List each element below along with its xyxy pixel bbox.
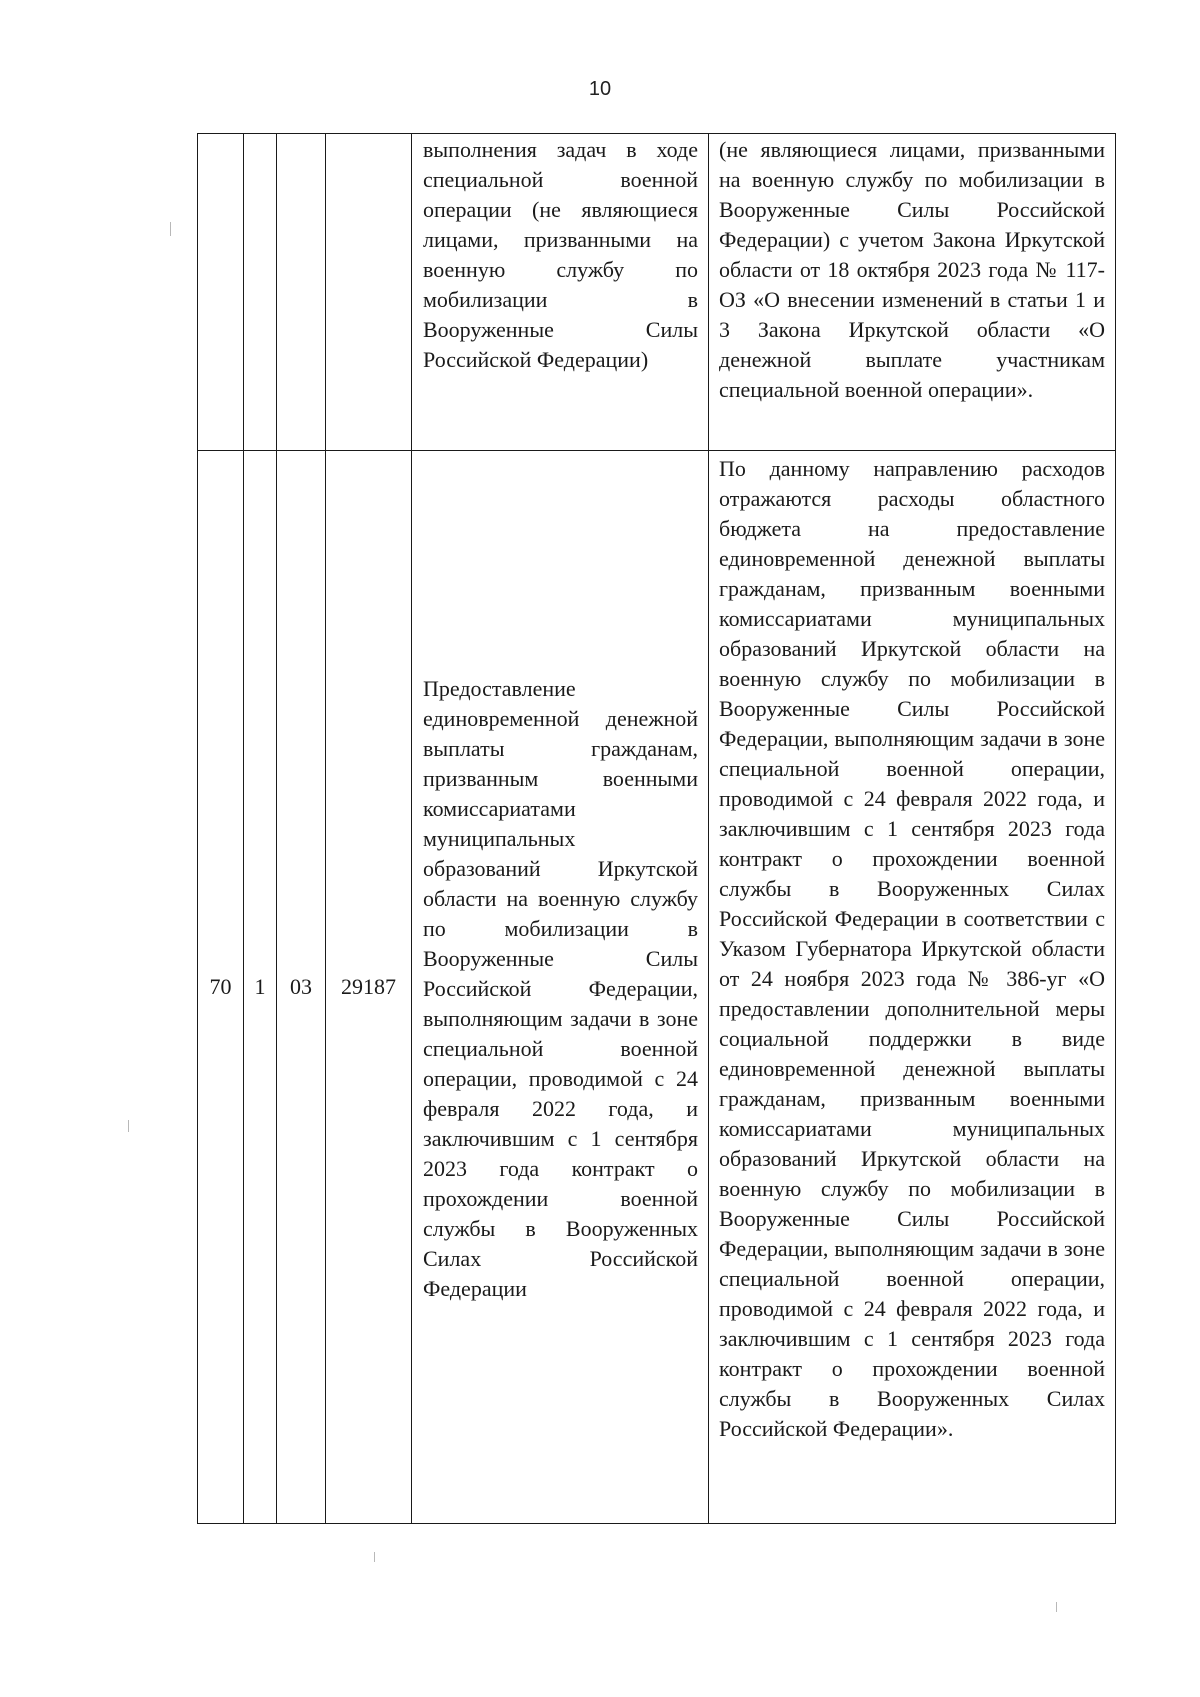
expense-name-text: Предоставление единовременной денежной выплаты гражданам, призванным военными комиссариатами муниципальных образований Иркутской области на военную службу по мобилизации в Вооруженные Силы Российской Федерации, выполняющим задачи в зоне специальной военной операции, проводимой с 24 февраля 2022 года, и заключившим с 1 сентября 2023 года контракт о прохождении военной службы в Вооруженных Силах Российской Федерации bbox=[423, 676, 698, 1301]
table-row bbox=[198, 134, 1116, 451]
expense-description-cell bbox=[709, 134, 1116, 451]
activity-code-cell bbox=[277, 134, 326, 451]
expense-name-cell bbox=[412, 451, 709, 1524]
scan-artifact bbox=[128, 1120, 129, 1132]
subprogram-code-cell bbox=[244, 134, 277, 451]
scan-artifact bbox=[374, 1552, 375, 1562]
direction-code-cell bbox=[326, 134, 412, 451]
program-code-cell: 70 bbox=[198, 451, 244, 1524]
program-code-cell bbox=[198, 134, 244, 451]
expense-description-text: (не являющиеся лицами, призванными на военную службу по мобилизации в Вооруженные Силы Российской Федерации) с учетом Закона Иркутской области от 18 октября 2023 года № 117-ОЗ «О внесении изменений в статьи 1 и 3 Закона Иркутской области «О денежной выплате участникам специальной военной операции». bbox=[719, 137, 1105, 402]
budget-classification-table bbox=[197, 133, 1116, 1524]
activity-code-cell: 03 bbox=[277, 451, 326, 1524]
expense-description-text: По данному направлению расходов отражаются расходы областного бюджета на предоставление единовременной денежной выплаты гражданам, призванным военными комиссариатами муниципальных образований Иркутской области на военную службу по мобилизации в Вооруженные Силы Российской Федерации, выполняющим задачи в зоне специальной военной операции, проводимой с 24 февраля 2022 года, и заключившим с 1 сентября 2023 года контракт о прохождении военной службы в Вооруженных Силах Российской Федерации в соответствии с Указом Губернатора Иркутской области от 24 ноября 2023 года № 386-уг «О предоставлении дополнительной меры социальной поддержки в виде единовременной денежной выплаты гражданам, призванным военными комиссариатами муниципальных образований Иркутской области на военную службу по мобилизации в Вооруженные Силы Российской Федерации, выполняющим задачи в зоне специальной военной операции, проводимой с 24 февраля 2022 года, и заключившим с 1 сентября 2023 года контракт о прохождении военной службы в Вооруженных Силах Российской Федерации». bbox=[719, 456, 1105, 1441]
scan-artifact bbox=[170, 222, 171, 236]
expense-name-cell bbox=[412, 134, 709, 451]
scan-artifact bbox=[1056, 1602, 1057, 1612]
subprogram-code-cell: 1 bbox=[244, 451, 277, 1524]
table-row bbox=[198, 451, 1116, 1524]
expense-name-text: выполнения задач в ходе специальной военной операции (не являющиеся лицами, призванными на военную службу по мобилизации в Вооруженные Силы Российской Федерации) bbox=[423, 137, 698, 372]
direction-code-cell: 29187 bbox=[326, 451, 412, 1524]
page-number: 10 bbox=[588, 78, 612, 100]
expense-description-cell bbox=[709, 451, 1116, 1524]
